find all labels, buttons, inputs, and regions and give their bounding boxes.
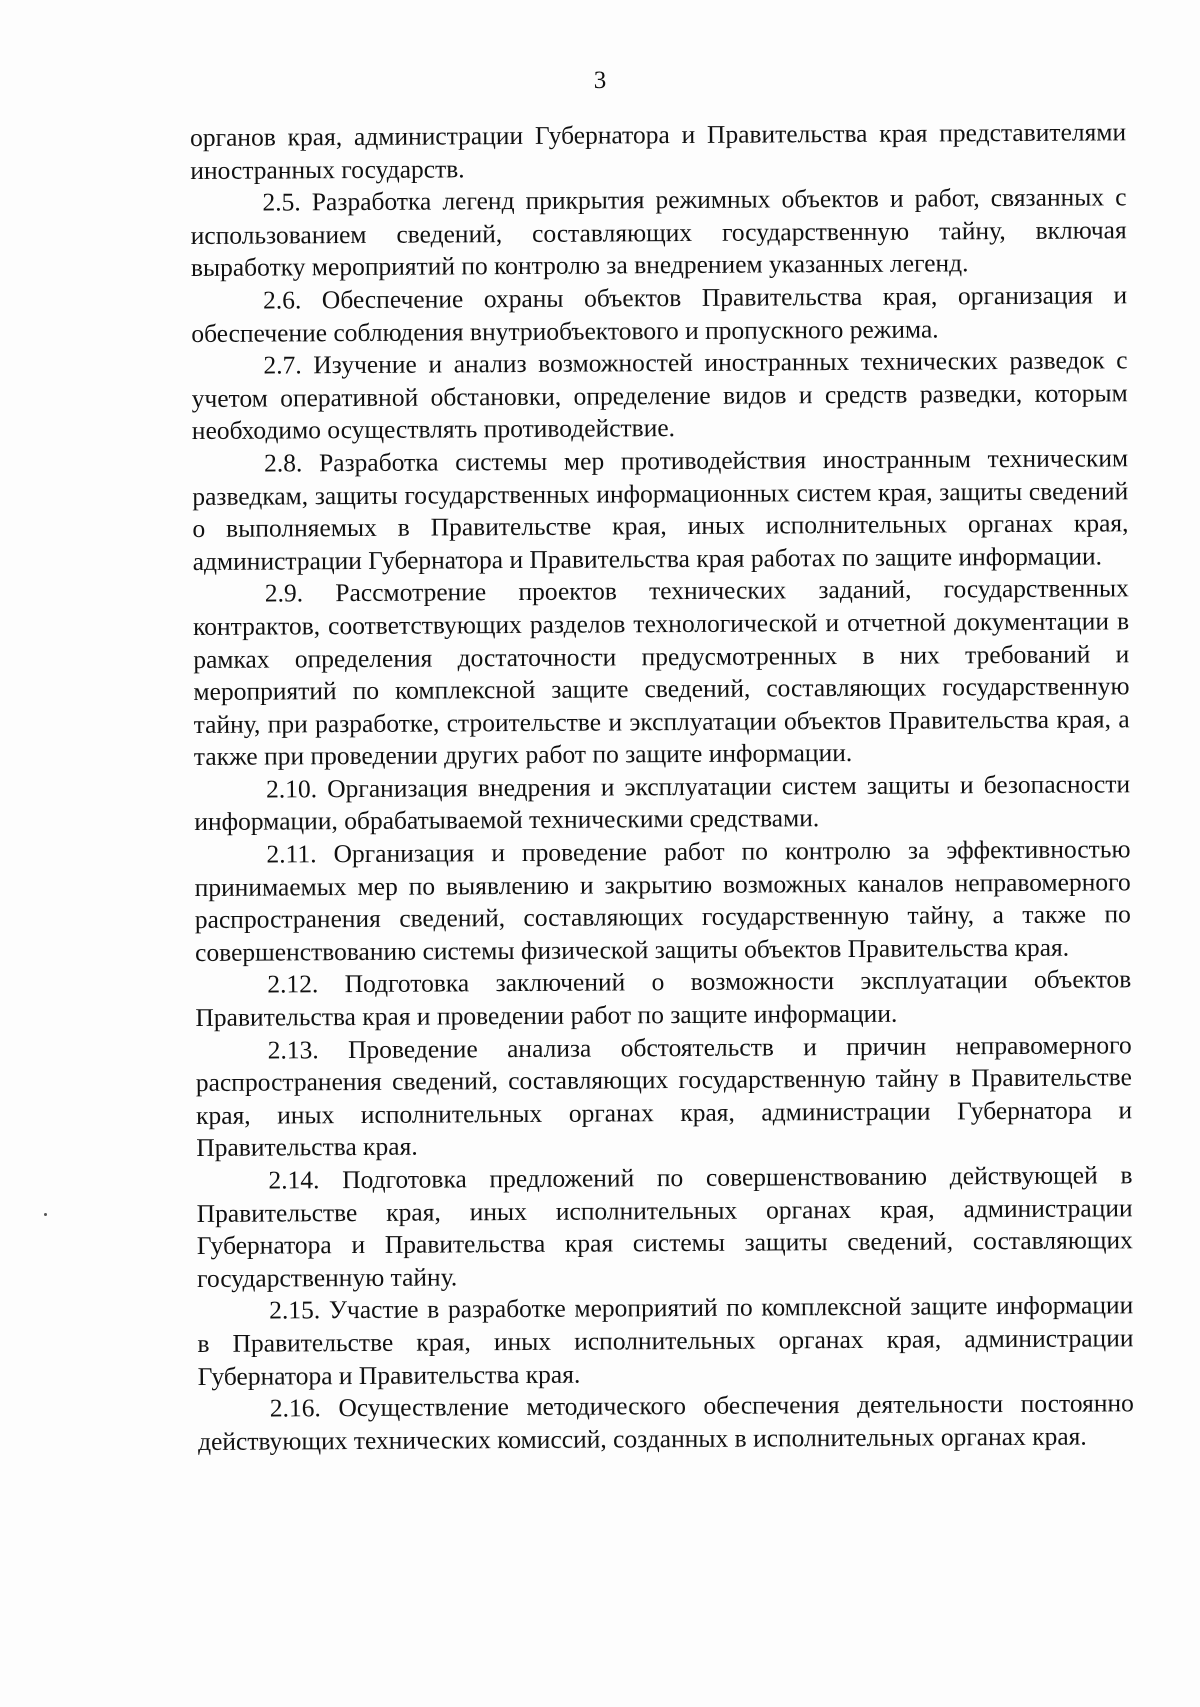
paragraph-2-8: 2.8. Разработка системы мер противодействия иностранным техническим разведкам, защиты государственных информационных систем края, защиты сведений о выполняемых в Правительстве края, иных исполнительных органах края, администрации Губернатора и Правительства края работах по защите информации. xyxy=(192,443,1129,576)
paragraph-2-5: 2.5. Разработка легенд прикрытия режимных объектов и работ, связанных с использованием сведений, составляющих государственную тайну, включая выработку мероприятий по контролю за внедрением указанных легенд. xyxy=(190,182,1127,283)
paragraph-2-16: 2.16. Осуществление методического обеспечения деятельности постоянно действующих технических комиссий, созданных в исполнительных органах края. xyxy=(197,1388,1134,1456)
paragraph-2-14: 2.14. Подготовка предложений по совершенствованию действующей в Правительстве края, иных исполнительных органах края, администрации Губернатора и Правительства края системы защиты сведений, составляющих государственную тайну. xyxy=(196,1160,1133,1293)
paragraph-2-10: 2.10. Организация внедрения и эксплуатации систем защиты и безопасности информации, обрабатываемой техническими средствами. xyxy=(194,769,1131,837)
paragraph-2-7: 2.7. Изучение и анализ возможностей иностранных технических разведок с учетом оперативной обстановки, определение видов и средств разведки, которым необходимо осуществлять противодействие. xyxy=(191,345,1128,446)
paragraph-2-9: 2.9. Рассмотрение проектов технических заданий, государственных контрактов, соответствующих разделов технологической и отчетной документации в рамках определения достаточности предусмотренных в них требований и мероприятий по комплексной защите сведений, составляющих государственную тайну, при разработке, строительстве и эксплуатации объектов Правительства края, а также при проведении других работ по защите информации. xyxy=(192,573,1130,772)
paragraph-2-6: 2.6. Обеспечение охраны объектов Правительства края, организация и обеспечение соблюдения внутриобъектового и пропускного режима. xyxy=(191,280,1128,348)
page-number: 3 xyxy=(593,67,607,94)
paragraph-2-15: 2.15. Участие в разработке мероприятий по комплексной защите информации в Правительстве края, иных исполнительных органах края, администрации Губернатора и Правительства края. xyxy=(197,1290,1134,1391)
paragraph-2-11: 2.11. Организация и проведение работ по контролю за эффективностью принимаемых мер по выявлению и закрытию возможных каналов неправомерного распространения сведений, составляющих государственную тайну, а также по совершенствованию системы физической защиты объектов Правительства края. xyxy=(194,834,1131,967)
paragraph-continuation: органов края, администрации Губернатора и Правительства края представителями иностранных государств. xyxy=(190,117,1127,185)
scan-speck xyxy=(44,1213,47,1216)
paragraph-2-12: 2.12. Подготовка заключений о возможности эксплуатации объектов Правительства края и проведении работ по защите информации. xyxy=(195,964,1132,1033)
paragraph-2-13: 2.13. Проведение анализа обстоятельств и причин неправомерного распространения сведений, составляющих государственную тайну в Правительстве края, иных исполнительных органах края, администрации Губернатора и Правительства края. xyxy=(195,1029,1133,1163)
document-body xyxy=(190,116,1134,1458)
